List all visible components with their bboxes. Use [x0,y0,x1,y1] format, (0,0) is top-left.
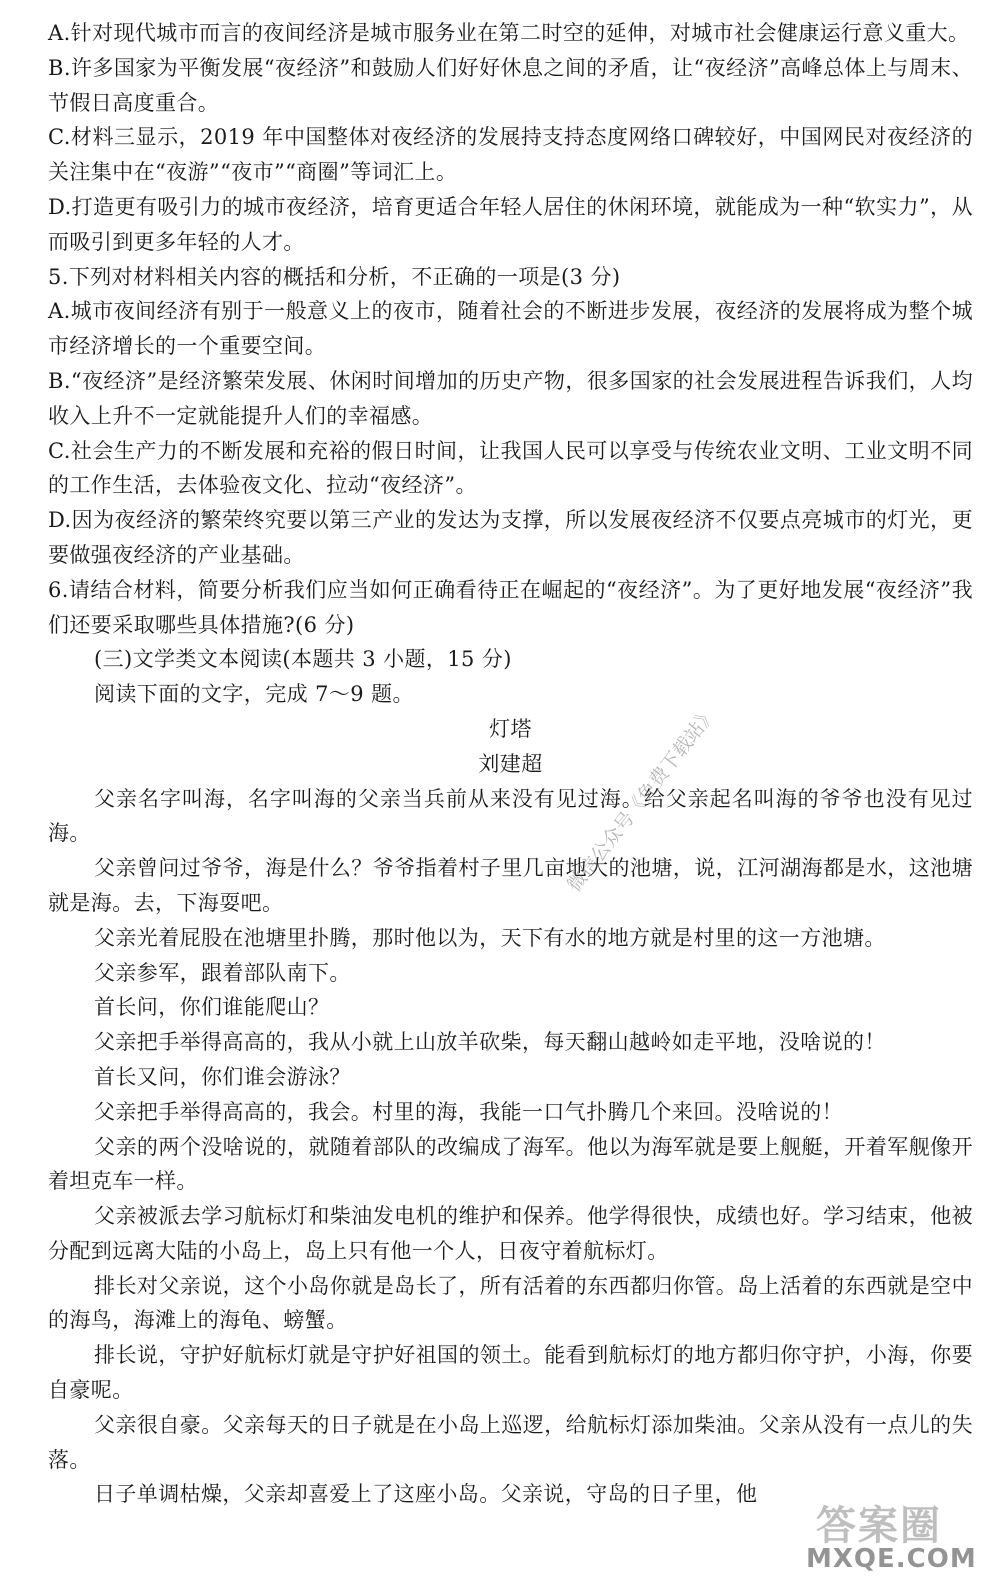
logo-url: MXQE.COM [806,1544,977,1574]
q6-stem: 6.请结合材料，简要分析我们应当如何正确看待正在崛起的“夜经济”。为了更好地发展“夜经济”我们还要采取哪些具体措施?(6 分) [48,577,973,637]
q4-option-c: C.材料三显示，2019 年中国整体对夜经济的发展持支持态度网络口碑较好，中国网民对夜经济的关注集中在“夜游”“夜市”“商圈”等词汇上。 [48,125,973,185]
q5-option-a: A.城市夜间经济有别于一般意义上的夜市，随着社会的不断进步发展，夜经济的发展将成为整个城市经济增长的一个重要空间。 [48,299,973,359]
story-title: 灯塔 [489,716,532,741]
section-instruction: 阅读下面的文字，完成 7～9 题。 [94,682,414,707]
story-paragraph: 排长说，守护好航标灯就是守护好祖国的领土。能看到航标灯的地方都归你守护，小海，你要自豪呢。 [48,1343,973,1403]
story-paragraph: 父亲很自豪。父亲每天的日子就是在小岛上巡逻，给航标灯添加柴油。父亲从没有一点儿的失落。 [48,1412,973,1472]
q5-stem: 5.下列对材料相关内容的概括和分析，不正确的一项是(3 分) [48,264,621,289]
story-paragraph: 日子单调枯燥，父亲却喜爱上了这座小岛。父亲说，守岛的日子里，他 [94,1482,758,1507]
q5-option-d: D.因为夜经济的繁荣终究要以第三产业的发达为支撑，所以发展夜经济不仅要点亮城市的灯光，更要做强夜经济的产业基础。 [48,508,973,567]
story-author: 刘建超 [478,751,543,776]
story-paragraph: 父亲参军，跟着部队南下。 [94,960,351,985]
story-paragraph: 父亲的两个没啥说的，就随着部队的改编成了海军。他以为海军就是要上舰艇，开着军舰像开着坦克车一样。 [48,1134,973,1194]
q5-option-b: B.“夜经济”是经济繁荣发展、休闲时间增加的历史产物，很多国家的社会发展进程告诉我们，人均收入上升不一定就能提升人们的幸福感。 [48,368,973,428]
q5-option-c: C.社会生产力的不断发展和充裕的假日时间，让我国人民可以享受与传统农业文明、工业文明不同的工作生活，去体验夜文化、拉动“夜经济”。 [48,438,973,498]
story-paragraph: 父亲把手举得高高的，我会。村里的海，我能一口气扑腾几个来回。没啥说的！ [94,1099,843,1124]
diagonal-watermark: 微信公众号《免费下载站》 [563,702,721,897]
story-paragraph: 首长又问，你们谁会游泳？ [94,1064,351,1089]
logo-text: 答案圈 [816,1503,942,1549]
q4-option-a: A.针对现代城市而言的夜间经济是城市服务业在第二时空的延伸，对城市社会健康运行意义重大。 [48,21,970,45]
section-heading: (三)文学类文本阅读(本题共 3 小题，15 分) [94,647,512,672]
story-paragraph: 父亲被派去学习航标灯和柴油发电机的维护和保养。他学得很快，成绩也好。学习结束，他被分配到远离大陆的小岛上，岛上只有他一个人，日夜守着航标灯。 [48,1204,973,1263]
story-paragraph: 父亲曾问过爷爷，海是什么？爷爷指着村子里几亩地大的池塘，说，江河湖海都是水，这池塘就是海。去，下海耍吧。 [48,856,973,915]
story-paragraph: 排长对父亲说，这个小岛你就是岛长了，所有活着的东西都归你管。岛上活着的东西就是空中的海鸟，海滩上的海龟、螃蟹。 [48,1273,973,1333]
site-logo-watermark [806,1494,986,1574]
story-paragraph: 父亲把手举得高高的，我从小就上山放羊砍柴，每天翻山越岭如走平地，没啥说的！ [94,1030,886,1055]
q4-option-b: B.许多国家为平衡发展“夜经济”和鼓励人们好好休息之间的矛盾，让“夜经济”高峰总体上与周末、节假日高度重合。 [48,55,973,115]
story-paragraph: 首长问，你们谁能爬山？ [94,995,330,1020]
story-paragraph: 父亲名字叫海，名字叫海的父亲当兵前从来没有见过海。给父亲起名叫海的爷爷也没有见过海。 [48,786,973,846]
story-paragraph: 父亲光着屁股在池塘里扑腾，那时他以为，天下有水的地方就是村里的这一方池塘。 [94,925,886,950]
q4-option-d: D.打造更有吸引力的城市夜经济，培育更适合年轻人居住的休闲环境，就能成为一种“软实力”，从而吸引到更多年轻的人才。 [48,194,973,254]
document-page [48,16,973,1512]
